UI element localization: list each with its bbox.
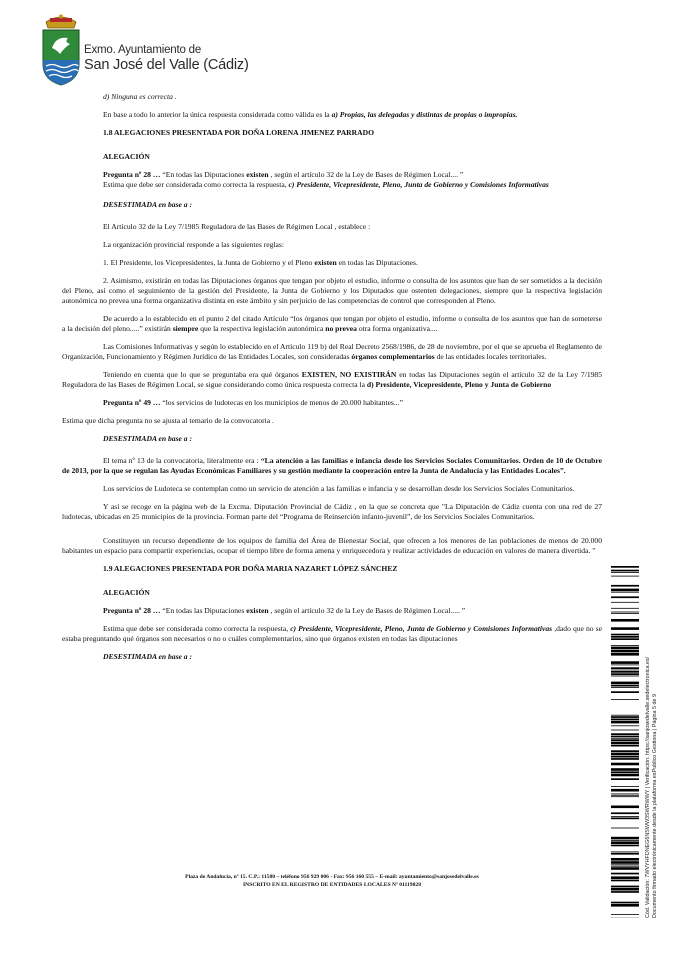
question-28-second xyxy=(62,606,602,616)
committees-bold: órganos complementarios xyxy=(351,352,435,361)
website-paragraph: Y así se recoge en la página web de la Excma. Diputación Provincial de Cádiz , en la que se concreta que "La Diputación de Cádiz cuenta con una red de 27 ludotecas, ubicadas en 25 municipios de la provincia. Forman parte del “Programa de Reinserción infanto-juvenil”, de los Servicios Sociales Comunitarios. xyxy=(62,502,602,521)
rule-1 xyxy=(62,258,602,268)
section-heading-1-8: 1.8 ALEGACIONES PRESENTADA POR DOÑA LORENA JIMENEZ PARRADO xyxy=(103,128,375,137)
committees-paragraph xyxy=(62,342,602,362)
question-28-second-text: “En todas las Diputaciones xyxy=(162,606,247,615)
organization-name-line2: San José del Valle (Cádiz) xyxy=(84,57,249,73)
rule-1-text: 1. El Presidente, los Vicepresidentes, la Junta de Gobierno y el Pleno xyxy=(103,258,315,267)
page-footer xyxy=(62,873,602,889)
agreement-bold-not-foresee: no prevea xyxy=(325,324,357,333)
question-49-text: “los servicios de ludotecas en los municipios de menos de 20.000 habitantes...” xyxy=(162,398,403,407)
agreement-paragraph xyxy=(62,314,602,334)
signature-platform-line: Documento firmado electrónicamente desde la plataforma esPublico Gestiona | Página 5 de 9 xyxy=(652,693,658,918)
question-28-second-label: Pregunta nº 28 … xyxy=(103,606,163,615)
question-28-second-bold: existen xyxy=(246,606,269,615)
agreement-text-end: otra forma organizativa.... xyxy=(356,324,438,333)
document-body xyxy=(62,92,602,670)
estimate-second-answer: c) Presidente, Vicepresidente, Pleno, Junta de Gobierno y Comisiones Informativas xyxy=(290,624,553,633)
validation-code-line: Cód. Validación: 7WVYHFDNEG6NSWW3SWRWWY | Verificación: https://sanjosedelvalle.sedelectronica.es/ xyxy=(645,656,651,918)
rule-1-end: en todas las Diputaciones. xyxy=(336,258,418,267)
question-49 xyxy=(62,398,602,408)
considering-text: Teniendo en cuenta que lo que se preguntaba era qué órganos xyxy=(103,370,302,379)
allegation-heading-1: ALEGACIÓN xyxy=(103,152,150,161)
question-28-text-end: , según el artículo 32 de la Ley de Bases de Régimen Local.... ” xyxy=(268,170,464,179)
footer-address: Plaza de Andalucía, nº 15. C.P.: 11580 – teléfono 956 929 006 - Fax: 956 160 555 – E-mail: ayuntamiento@sanjosedelvalle.es xyxy=(185,874,479,880)
committees-text: Las Comisiones Informativas y según lo establecido en el Artículo 119 b) del Real Decreto 2568/1986, de 28 de noviembre, por el que se aprueba el Reglamento de Organización, Funcionamiento y Régimen Jurídico de las Entidades Locales, son consideradas xyxy=(62,342,602,361)
agreement-text: De acuerdo a lo establecido en el punto 2 del citado Artículo “los órganos que tengan por objeto el estudio, informe o consulta de los asuntos que han de someterse a la decisión del pleno.....” existirán xyxy=(62,314,602,333)
estimate-second xyxy=(62,624,602,644)
allegation-heading-2: ALEGACIÓN xyxy=(103,588,150,597)
provincial-organization: La organización provincial responde a las siguientes reglas: xyxy=(103,240,284,249)
considering-answer: d) Presidente, Vicepresidente, Pleno y Junta de Gobierno xyxy=(366,380,552,389)
syllabus-topic-text: El tema nº 13 de la convocatoria, literalmente era : xyxy=(103,456,261,465)
question-28-block xyxy=(62,170,602,190)
validation-side-text xyxy=(645,558,659,918)
conclusion-paragraph xyxy=(62,110,602,120)
considering-bold: EXISTEN, NO EXISTIRÁN xyxy=(301,370,397,379)
resource-paragraph: Constituyen un recurso dependiente de los equipos de familia del Área de Bienestar Social, que ofrecen a los menores de las poblaciones de menos de 20.000 habitantes un espacio para compartir experiencias, ocupar el tiempo libre de forma amena y enriquecedora y realizar actividades de educación en valores de manera divertida. " xyxy=(62,536,602,555)
question-28-label: Pregunta nº 28 … xyxy=(103,170,163,179)
article-32-intro: El Artículo 32 de la Ley 7/1985 Reguladora de las Bases de Régimen Local , establece : xyxy=(103,222,371,231)
considering-text-2: en todas las Diputaciones según el artículo 32 de la Ley 7/1985 Reguladora de las Bases de Régimen Local, se sigue considerando como única respuesta correcta la xyxy=(62,370,603,389)
rule-2: 2. Asimismo, existirán en todas las Diputaciones órganos que tengan por objeto el estudio, informe o consulta de los asuntos que han de ser sometidos a la decisión del Pleno, así como el seguimiento de la gestión del Presidente, la Junta de Gobierno y los Diputados que ostenten delegaciones, siempre que la respectiva legislación autonómica no prevea una forma organizativa distinta en este ámbito y sin perjuicio de las competencias de control que corresponden al Pleno. xyxy=(62,276,602,305)
question-49-estimate: Estima que dicha pregunta no se ajusta al temario de la convocatoria . xyxy=(62,416,274,425)
estimate-second-end: ,dado que no se estaba preguntando qué órganos son necesarios o no o cuáles complementarios, sino que órganos existen en todas las diputaciones xyxy=(62,624,602,643)
dismissed-heading-1: DESESTIMADA en base a : xyxy=(103,200,193,209)
committees-text-end: de las entidades locales territoriales. xyxy=(434,352,547,361)
section-heading-1-9: 1.9 ALEGACIONES PRESENTADA POR DOÑA MARIA NAZARET LÓPEZ SÁNCHEZ xyxy=(103,564,398,573)
question-28-bold: existen xyxy=(246,170,269,179)
agreement-text-2: que la respectiva legislación autonómica xyxy=(198,324,326,333)
estimate-answer: c) Presidente, Vicepresidente, Pleno, Junta de Gobierno y Comisiones Informativas xyxy=(288,180,549,189)
organization-name-line1: Exmo. Ayuntamiento de xyxy=(84,44,202,56)
syllabus-topic-bold: “La atención a las familias e infancia desde los Servicios Sociales Comunitarios. Orden de 10 de Octubre de 2013, por la que se regulan las Ayudas Económicas Familiares y su gestión mediante la cooperación entre la Junta de Andalucía y las Entidades Locales”. xyxy=(62,456,602,475)
answer-option-d: d) Ninguna es correcta . xyxy=(103,92,177,101)
dismissed-heading-3: DESESTIMADA en base a : xyxy=(103,652,193,661)
footer-registry: INSCRITO EN EL REGISTRO DE ENTIDADES LOCALES Nº 01119028 xyxy=(243,882,421,888)
considering-paragraph xyxy=(62,370,602,390)
organization-name xyxy=(84,44,249,74)
question-28-text: “En todas las Diputaciones xyxy=(162,170,247,179)
syllabus-topic xyxy=(62,456,602,476)
validation-barcode xyxy=(611,566,639,918)
question-28-second-end: , según el artículo 32 de la Ley de Bases de Régimen Local..... ” xyxy=(268,606,466,615)
conclusion-answer: a) Propias, las delegadas y distintas de propias o impropias. xyxy=(331,110,518,119)
estimate-text: Estima que debe ser considerada como correcta la respuesta, xyxy=(103,180,289,189)
dismissed-heading-2: DESESTIMADA en base a : xyxy=(103,434,193,443)
agreement-bold-always: siempre xyxy=(172,324,199,333)
conclusion-text: En base a todo lo anterior la única respuesta considerada como válida es la xyxy=(103,110,332,119)
toy-library-paragraph: Los servicios de Ludoteca se contemplan como un servicio de atención a las familias e infancia y se desarrollan desde los Servicios Sociales Comunitarios. xyxy=(103,484,575,493)
question-49-label: Pregunta nº 49 … xyxy=(103,398,163,407)
estimate-second-text: Estima que debe ser considerada como correcta la respuesta, xyxy=(103,624,291,633)
rule-1-bold: existen xyxy=(314,258,337,267)
municipal-crest-logo xyxy=(40,14,82,86)
